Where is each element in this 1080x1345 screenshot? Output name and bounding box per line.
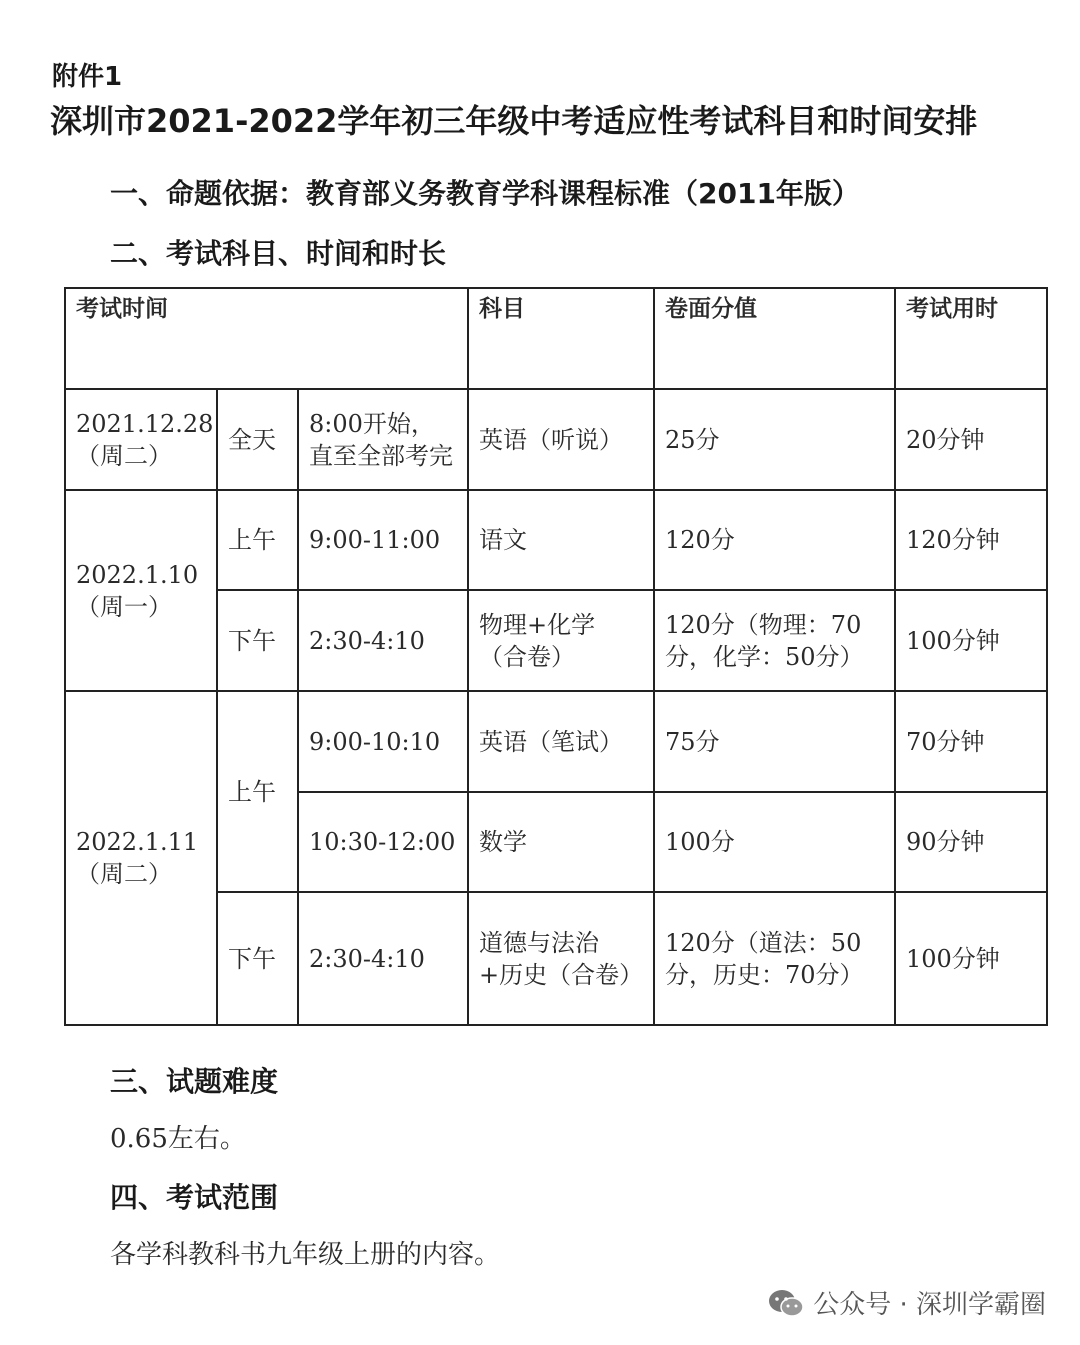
subject-cell: 英语（笔试）: [468, 691, 654, 792]
section-basis-heading: 一、命题依据：教育部义务教育学科课程标准（2011年版）: [110, 177, 860, 210]
time-cell: 8:00开始，直至全部考完: [298, 389, 468, 490]
section-scope-heading: 四、考试范围: [110, 1181, 279, 1214]
watermark: [767, 1284, 1046, 1321]
period-cell: 下午: [217, 590, 298, 691]
subject-cell: 道德与法治+历史（合卷）: [468, 892, 654, 1025]
subject-cell: 语文: [468, 490, 654, 590]
section-difficulty-heading: 三、试题难度: [110, 1065, 279, 1098]
watermark-text: 公众号 · 深圳学霸圈: [813, 1290, 1046, 1320]
header-exam-time: 考试时间: [65, 288, 468, 389]
time-cell: 2:30-4:10: [298, 892, 468, 1025]
table-row: [65, 490, 1047, 590]
header-score: 卷面分值: [654, 288, 895, 389]
score-cell: 120分: [654, 490, 895, 590]
period-cell: 上午: [217, 691, 298, 892]
subject-cell: 物理+化学（合卷）: [468, 590, 654, 691]
period-cell: 下午: [217, 892, 298, 1025]
date-cell: 2022.1.11 （周二）: [65, 691, 217, 1025]
duration-cell: 90分钟: [895, 792, 1047, 892]
score-cell: 120分（物理：70分，化学：50分）: [654, 590, 895, 691]
table-row: [65, 691, 1047, 792]
difficulty-text: 0.65左右。: [110, 1124, 246, 1154]
period-cell: 全天: [217, 389, 298, 490]
duration-cell: 20分钟: [895, 389, 1047, 490]
score-cell: 25分: [654, 389, 895, 490]
date-cell: 2021.12.28 （周二）: [65, 389, 217, 490]
duration-cell: 100分钟: [895, 590, 1047, 691]
duration-cell: 120分钟: [895, 490, 1047, 590]
exam-schedule-table: [64, 287, 1048, 1026]
period-cell: 上午: [217, 490, 298, 590]
section-subjects-heading: 二、考试科目、时间和时长: [110, 237, 447, 270]
date-cell: 2022.1.10 （周一）: [65, 490, 217, 691]
subject-cell: 数学: [468, 792, 654, 892]
subject-cell: 英语（听说）: [468, 389, 654, 490]
time-cell: 10:30-12:00: [298, 792, 468, 892]
table-row: [65, 389, 1047, 490]
header-subject: 科目: [468, 288, 654, 389]
time-cell: 9:00-10:10: [298, 691, 468, 792]
wechat-icon: [767, 1288, 805, 1318]
score-cell: 100分: [654, 792, 895, 892]
score-cell: 120分（道法：50分，历史：70分）: [654, 892, 895, 1025]
attachment-label: 附件1: [52, 62, 123, 92]
document-title: 深圳市2021-2022学年初三年级中考适应性考试科目和时间安排: [50, 102, 978, 140]
table-header-row: [65, 288, 1047, 389]
time-cell: 9:00-11:00: [298, 490, 468, 590]
header-duration: 考试用时: [895, 288, 1047, 389]
score-cell: 75分: [654, 691, 895, 792]
scope-text: 各学科教科书九年级上册的内容。: [110, 1240, 501, 1270]
duration-cell: 70分钟: [895, 691, 1047, 792]
duration-cell: 100分钟: [895, 892, 1047, 1025]
time-cell: 2:30-4:10: [298, 590, 468, 691]
